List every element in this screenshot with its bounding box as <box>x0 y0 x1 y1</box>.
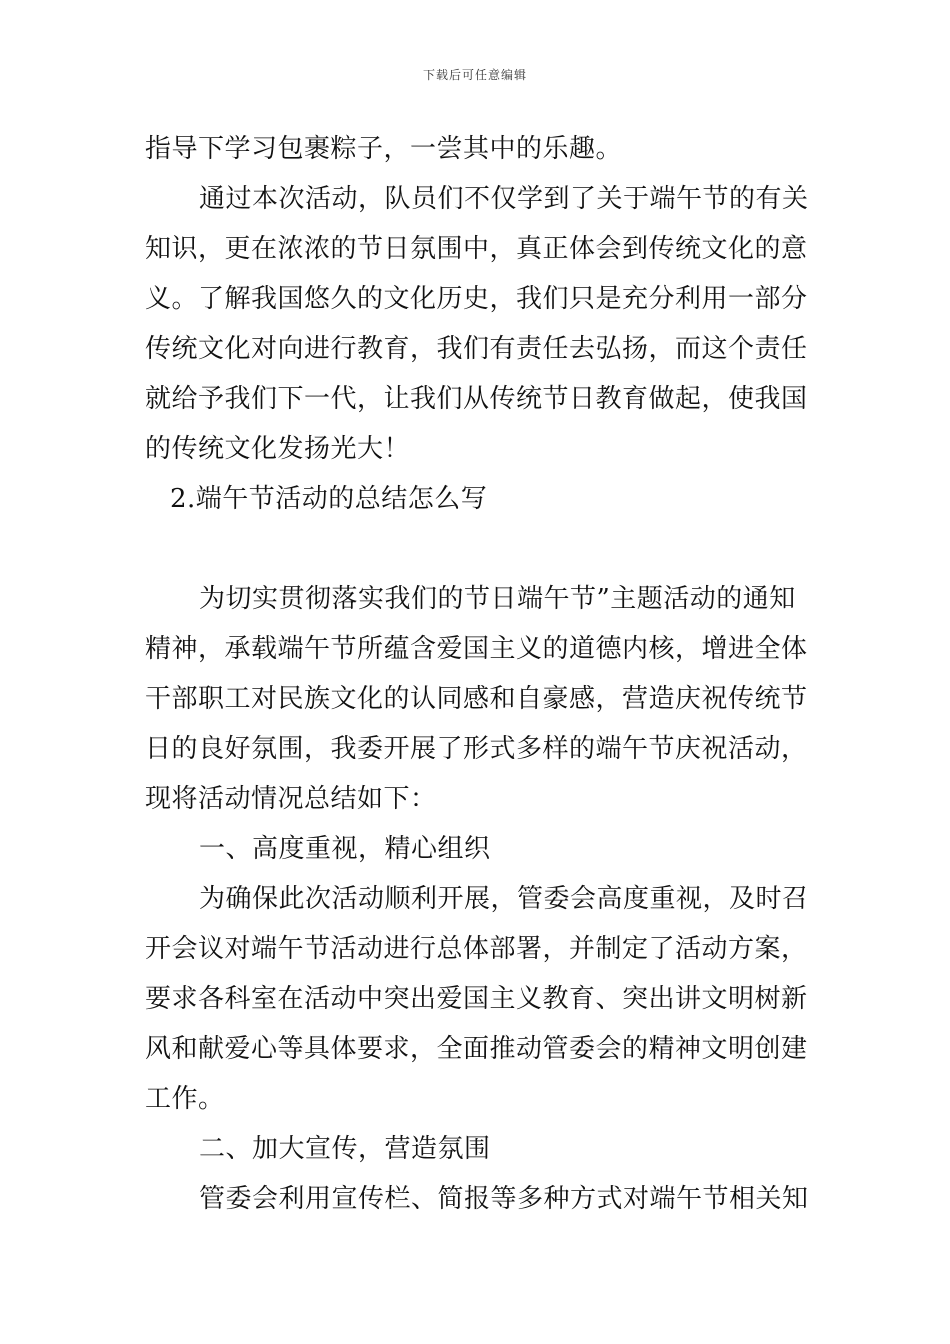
paragraph-start-line: 管委会利用宣传栏、简报等多种方式对端午节相关知 <box>199 1184 809 1214</box>
text-line: 就给予我们下一代，让我们从传统节日教育做起，使我国 <box>145 384 808 414</box>
subsection-heading: 一、高度重视，精心组织 <box>199 834 491 864</box>
text-line: 要求各科室在活动中突出爱国主义教育、突出讲文明树新 <box>145 984 808 1014</box>
paragraph-start-line: 通过本次活动，队员们不仅学到了关于端午节的有关 <box>199 184 809 214</box>
text-line: 风和献爱心等具体要求，全面推动管委会的精神文明创建 <box>145 1034 808 1064</box>
text-line: 现将活动情况总结如下： <box>145 784 437 814</box>
blank-line <box>145 524 810 574</box>
text-line: 义。了解我国悠久的文化历史，我们只是充分利用一部分 <box>145 284 808 314</box>
section-heading: 2.端午节活动的总结怎么写 <box>170 484 488 514</box>
document-body <box>145 124 810 1224</box>
text-line: 干部职工对民族文化的认同感和自豪感，营造庆祝传统节 <box>145 684 808 714</box>
page-header-note: 下载后可任意编辑 <box>422 68 527 82</box>
text-line: 指导下学习包裹粽子，一尝其中的乐趣。 <box>145 134 623 164</box>
subsection-heading: 二、加大宣传，营造氛围 <box>199 1134 491 1164</box>
text-line: 精神，承载端午节所蕴含爱国主义的道德内核，增进全体 <box>145 634 808 664</box>
text-line: 传统文化对向进行教育，我们有责任去弘扬，而这个责任 <box>145 334 808 364</box>
text-line: 工作。 <box>145 1084 225 1114</box>
paragraph-start-line: 为确保此次活动顺利开展，管委会高度重视，及时召 <box>199 884 809 914</box>
text-line: 日的良好氛围，我委开展了形式多样的端午节庆祝活动， <box>145 734 808 764</box>
text-line: 知识，更在浓浓的节日氛围中，真正体会到传统文化的意 <box>145 234 808 264</box>
paragraph-start-line: 为切实贯彻落实我们的节日端午节”主题活动的通知 <box>199 584 796 614</box>
text-line: 开会议对端午节活动进行总体部署，并制定了活动方案， <box>145 934 808 964</box>
text-line: 的传统文化发扬光大！ <box>145 434 411 464</box>
